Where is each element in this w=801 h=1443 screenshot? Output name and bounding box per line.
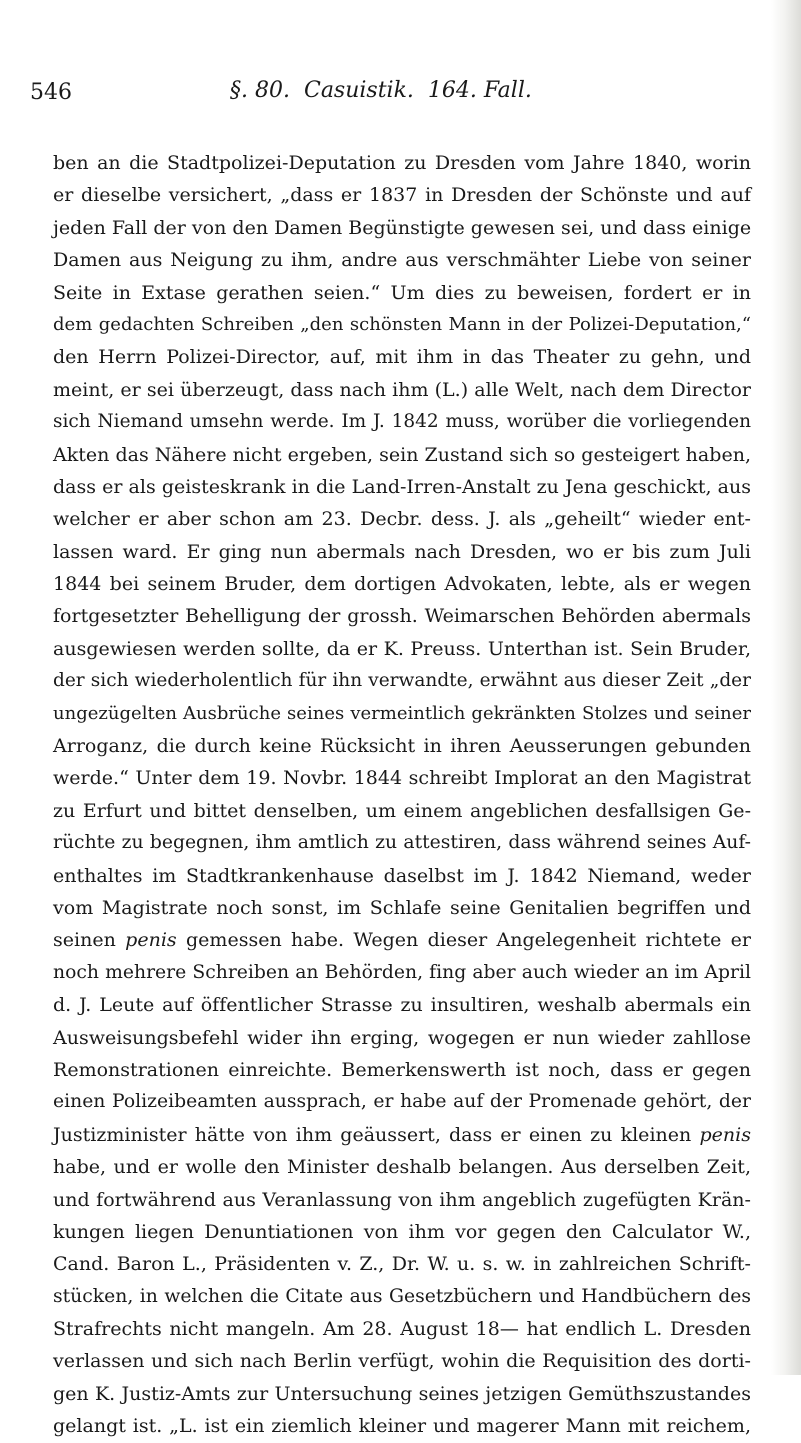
title-casuistik: Casuistik.	[303, 78, 414, 103]
text-line: stücken, in welchen die Citate aus Gesetzbüchern und Handbüchern des	[53, 1285, 751, 1307]
text-line: Seite in Extase gerathen seien.“ Um dies zu beweisen, fordert er in	[53, 281, 751, 304]
text-line: er dieselbe versichert, „dass er 1837 in Dresden der Schönste und auf	[53, 184, 751, 207]
text-line: gen K. Justiz-Amts zur Untersuchung seines jetzigen Gemüthszustandes	[53, 1382, 751, 1405]
text-line: ungezügelten Ausbrüche seines vermeintlich gekränkten Stolzes und seiner	[53, 702, 751, 724]
text-line: dass er als geisteskrank in die Land-Irren-Anstalt zu Jena geschickt, aus	[53, 475, 751, 498]
text-line: seinen penis gemessen habe. Wegen dieser Angelegenheit richtete er	[53, 929, 751, 952]
text-line: zu Erfurt und bittet denselben, um einem angeblichen desfallsigen Ge-	[53, 799, 751, 822]
text-line: noch mehrere Schreiben an Behörden, fing aber auch wieder an im April	[53, 961, 751, 983]
text-line: kungen liegen Denuntiationen von ihm vor gegen den Calculator W.,	[53, 1220, 751, 1243]
text-line: fortgesetzter Behelligung der grossh. Weimarschen Behörden abermals	[53, 605, 751, 628]
text-line: enthaltes im Stadtkrankenhause daselbst im J. 1842 Niemand, weder	[53, 864, 751, 887]
body-text	[53, 147, 751, 1443]
text-line: Strafrechts nicht mangeln. Am 28. August 18— hat endlich L. Dresden	[53, 1318, 751, 1341]
case-number: 164. Fall.	[427, 78, 532, 103]
text-line: meint, er sei überzeugt, dass nach ihm (L.) alle Welt, nach dem Director	[53, 378, 751, 401]
text-line: sich Niemand umsehn werde. Im J. 1842 muss, worüber die vorliegenden	[53, 411, 751, 433]
text-line: Damen aus Neigung zu ihm, andre aus verschmähter Liebe von seiner	[53, 249, 751, 272]
text-line: vom Magistrate noch sonst, im Schlafe seine Genitalien begriffen und	[53, 896, 751, 919]
text-line: verlassen und sich nach Berlin verfügt, wohin die Requisition des dorti-	[53, 1350, 751, 1373]
text-line: der sich wiederholentlich für ihn verwandte, erwähnt aus dieser Zeit „der	[53, 670, 751, 692]
text-line: Akten das Nähere nicht ergeben, sein Zustand sich so gesteigert haben,	[53, 443, 751, 466]
text-line: d. J. Leute auf öffentlicher Strasse zu insultiren, weshalb abermals ein	[53, 994, 751, 1017]
text-line: jeden Fall der von den Damen Begünstigte gewesen sei, und dass einige	[53, 216, 752, 239]
page-header	[30, 72, 750, 112]
text-line: werde.“ Unter dem 19. Novbr. 1844 schreibt Implorat an den Magistrat	[53, 767, 751, 790]
text-line: Remonstrationen einreichte. Bemerkenswerth ist noch, dass er gegen	[53, 1058, 751, 1081]
text-line: rüchte zu begegnen, ihm amtlich zu attestiren, dass während seines Auf-	[53, 832, 751, 854]
page-edge-shadow	[771, 0, 801, 1375]
text-line: gelangt ist. „L. ist ein ziemlich kleiner und magerer Mann mit reichem,	[53, 1415, 751, 1438]
page-number: 546	[30, 80, 72, 105]
text-line: Justizminister hätte von ihm geäussert, dass er einen zu kleinen penis	[53, 1123, 751, 1146]
running-title	[230, 78, 532, 103]
text-line: habe, und er wolle den Minister deshalb belangen. Aus derselben Zeit,	[53, 1156, 751, 1179]
text-line: Ausweisungsbefehl wider ihn erging, wogegen er nun wieder zahllose	[53, 1026, 751, 1049]
text-line: dem gedachten Schreiben „den schönsten Mann in der Polizei-Deputation,“	[53, 313, 751, 335]
text-line: und fortwährend aus Veranlassung von ihm angeblich zugefügten Krän-	[53, 1188, 751, 1211]
text-line: ben an die Stadtpolizei-Deputation zu Dresden vom Jahre 1840, worin	[53, 152, 751, 174]
text-line: Arroganz, die durch keine Rücksicht in ihren Aeusserungen gebunden	[53, 735, 751, 758]
text-line: 1844 bei seinem Bruder, dem dortigen Advokaten, lebte, als er wegen	[53, 573, 751, 596]
text-line: lassen ward. Er ging nun abermals nach Dresden, wo er bis zum Juli	[53, 540, 751, 563]
text-line: den Herrn Polizei-Director, auf, mit ihm in das Theater zu gehn, und	[53, 346, 751, 369]
text-line: ausgewiesen werden sollte, da er K. Preuss. Unterthan ist. Sein Bruder,	[53, 637, 751, 660]
section-mark: §. 80.	[230, 78, 290, 103]
text-line: einen Polizeibeamten aussprach, er habe auf der Promenade gehört, der	[53, 1091, 751, 1113]
text-line: welcher er aber schon am 23. Decbr. dess. J. als „geheilt“ wieder ent-	[53, 508, 751, 531]
text-line: Cand. Baron L., Präsidenten v. Z., Dr. W. u. s. w. in zahlreichen Schrift-	[53, 1253, 751, 1276]
